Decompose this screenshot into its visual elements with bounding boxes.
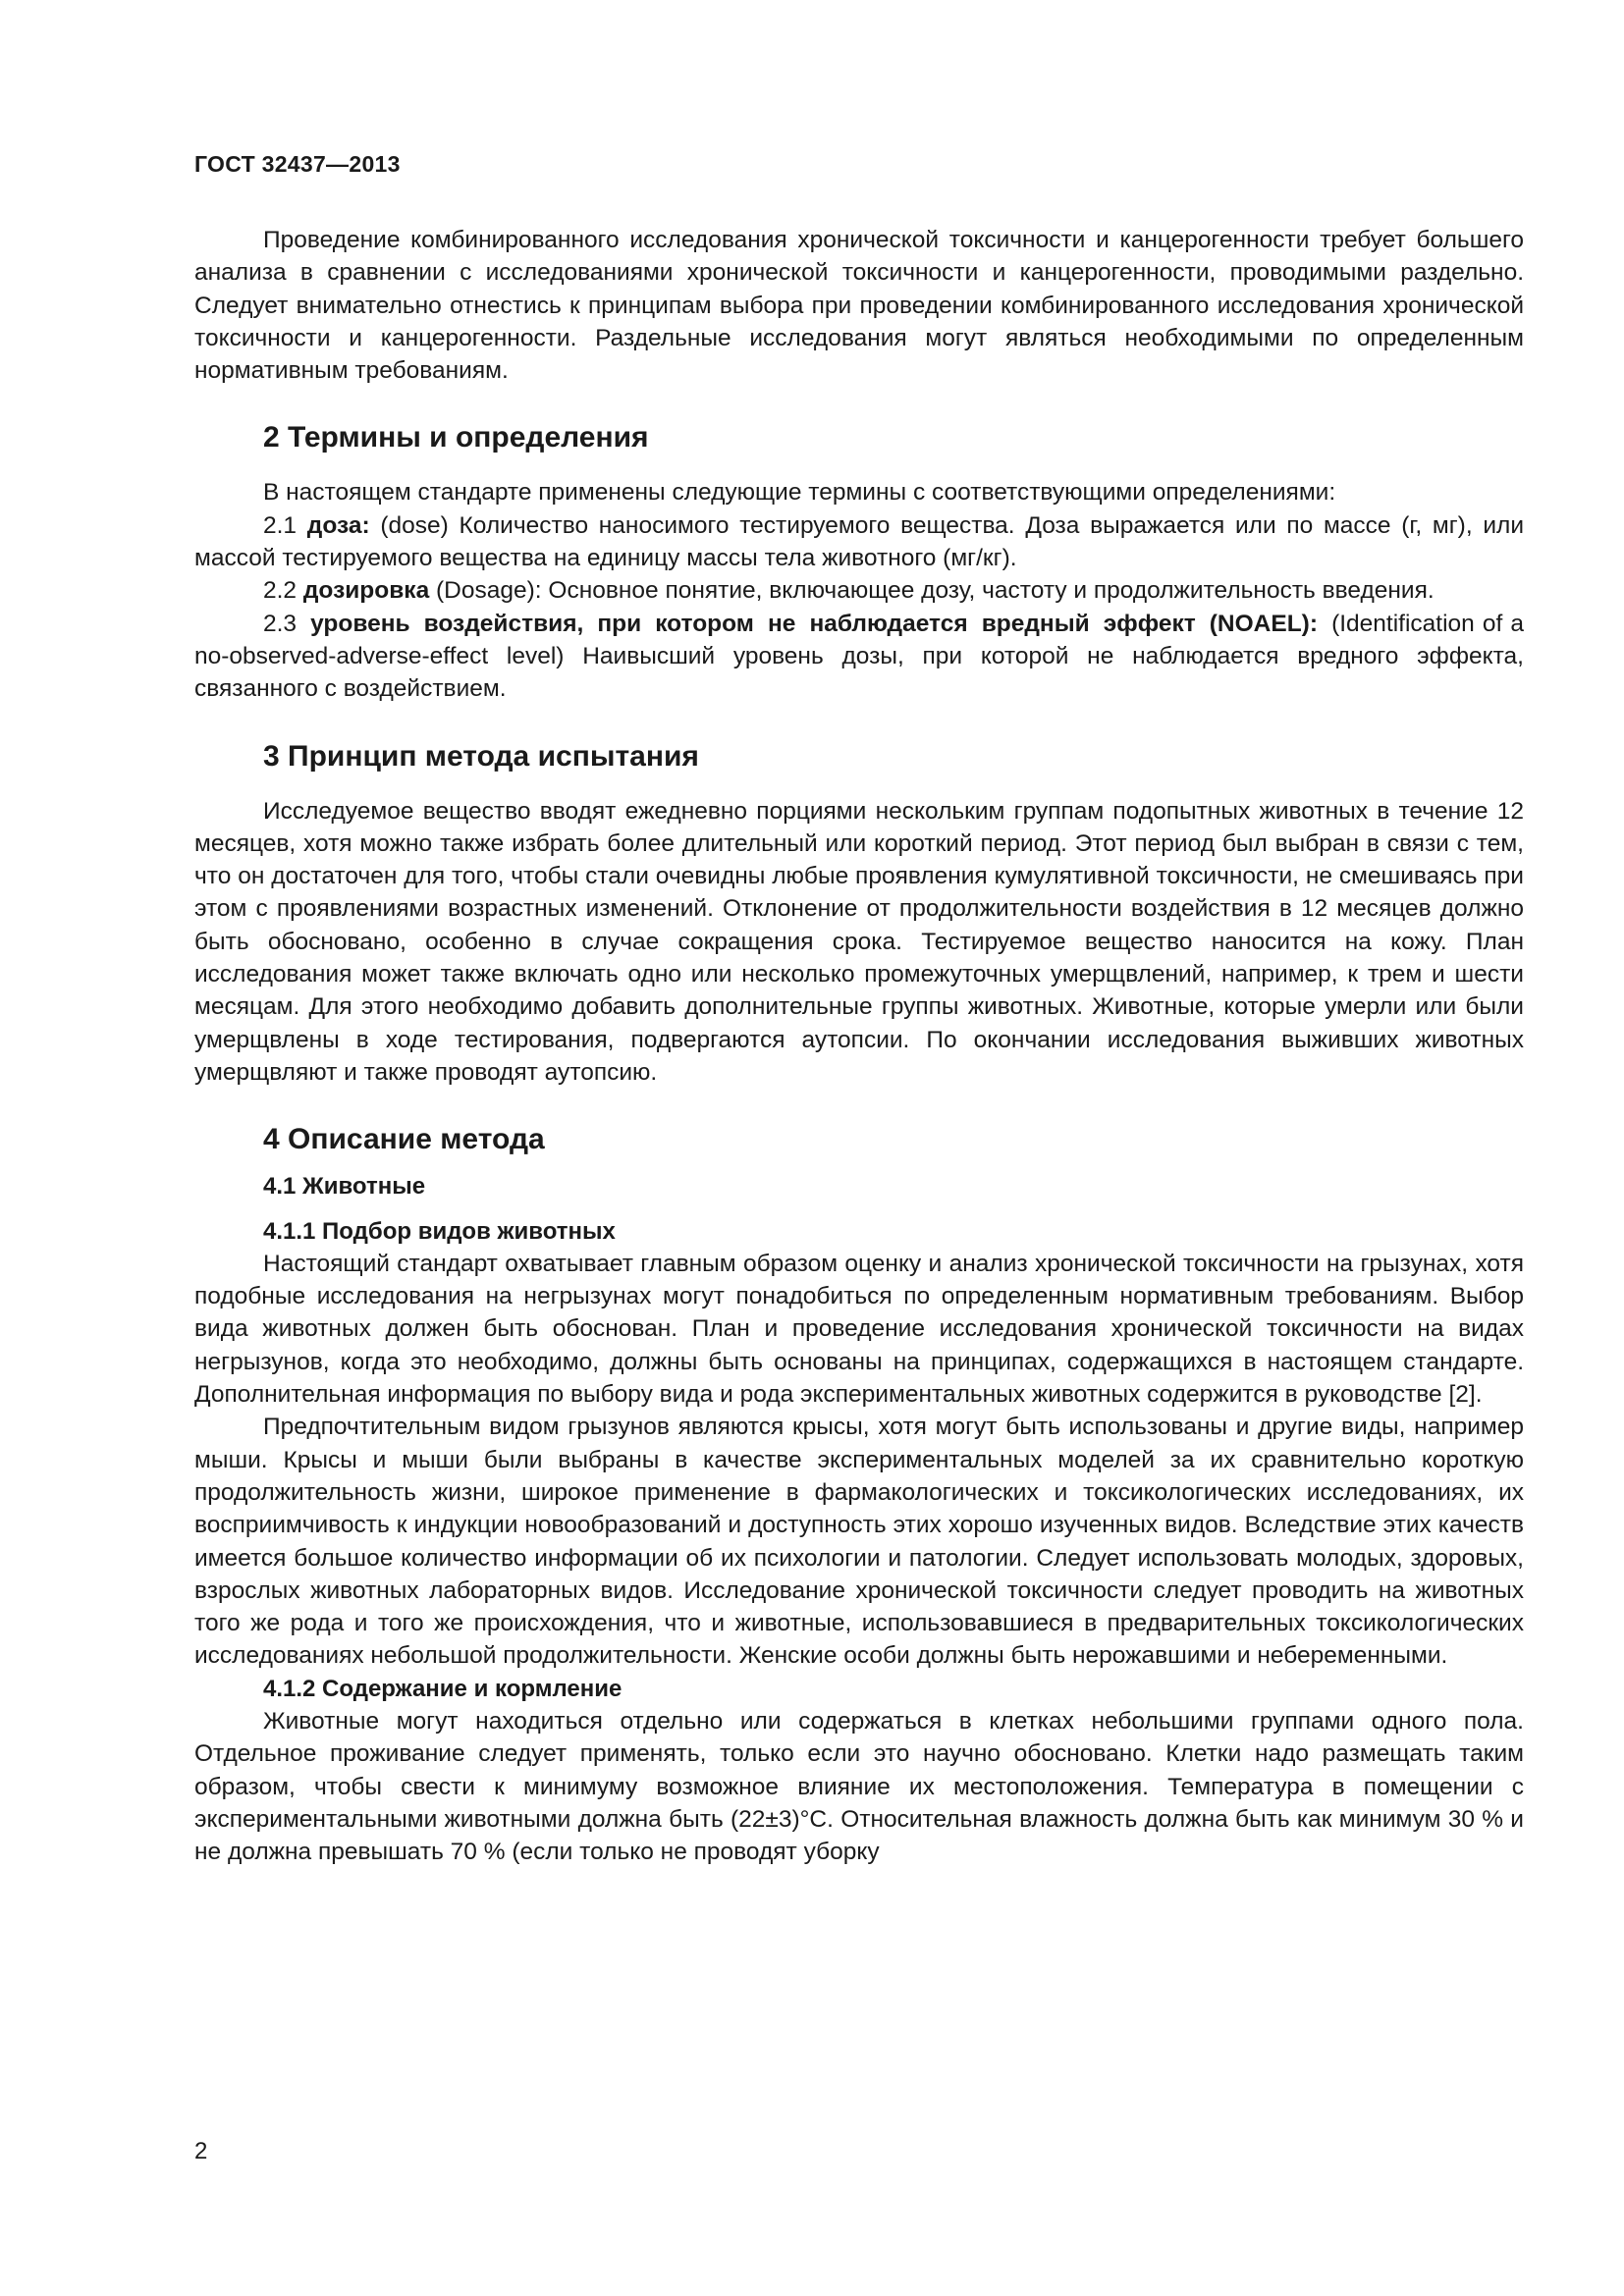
term-number: 2.3 xyxy=(263,610,298,637)
section-3-title: 3 Принцип метода испытания xyxy=(263,739,699,773)
term-2-1 xyxy=(194,509,1524,575)
subsection-4-1-title: 4.1 Животные xyxy=(263,1173,426,1201)
intro-paragraph: Проведение комбинированного исследования хронической токсичности и канцерогенности требует большего анализа в сравнении с исследованиями хронической токсичности и канцерогенности, проводимыми раздельно. Следует внимательно отнестись к принципам выбора при проведении комбинированного исследования хронической токсичности и канцерогенности. Раздельные исследования могут являться необходимыми по определенным нормативным требованиям. xyxy=(194,227,1524,385)
term-2-2 xyxy=(194,574,1524,607)
subsection-4-1-1-paragraph-1: Настоящий стандарт охватывает главным образом оценку и анализ хронической токсичности на грызунах, хотя подобные исследования на негрызунах могут понадобиться по определенным нормативным требованиям. Выбор вида животных должен быть обоснован. План и проведение исследования хронической токсичности на видах негрызунов, когда это необходимо, должны быть основаны на принципах, содержащихся в настоящем стандарте. Дополнительная информация по выбору вида и рода экспериментальных животных содержится в руководстве [2]. xyxy=(194,1250,1524,1409)
term-2-3 xyxy=(194,608,1524,706)
section-3-paragraph: Исследуемое вещество вводят ежедневно порциями нескольким группам подопытных животных в течение 12 месяцев, хотя можно также избрать более длительный или короткий период. Этот период был выбран в связи с тем, что он достаточен для того, чтобы стали очевидны любые проявления кумулятивной токсичности, не смешиваясь при этом с проявлениями возрастных изменений. Отклонение от продолжительности воздействия в 12 месяцев должно быть обосновано, особенно в случае сокращения срока. Тестируемое вещество наносится на кожу. План исследования может также включать одно или несколько промежуточных умерщвлений, например, к трем и шести месяцам. Для этого необходимо добавить дополнительные группы животных. Животные, которые умерли или были умерщвлены в ходе тестирования, подвергаются аутопсии. По окончании исследования выживших животных умерщвляют и также проводят аутопсию. xyxy=(194,797,1524,1086)
subsection-4-1-1-title: 4.1.1 Подбор видов животных xyxy=(263,1217,616,1245)
section-2-lead: В настоящем стандарте применены следующие термины с соответствующими определениями: xyxy=(263,479,1336,507)
page-body xyxy=(194,224,1524,1868)
term-name: дозировка xyxy=(302,577,430,605)
subsection-4-1-1-paragraph-2: Предпочтительным видом грызунов являются крысы, хотя могут быть использованы и другие виды, например мыши. Крысы и мыши были выбраны в качестве экспериментальных моделей за их сравнительно короткую продолжительность жизни, широкое применение в фармакологических и токсикологических исследованиях, их восприимчивость к индукции новообразований и доступность этих хорошо изученных видов. Вследствие этих качеств имеется большое количество информации об их психологии и патологии. Следует использовать молодых, здоровых, взрослых животных лабораторных видов. Исследование хронической токсичности следует проводить на животных того же рода и того же происхождения, что и животные, использовавшиеся в предварительных токсикологических исследованиях небольшой продолжительности. Женские особи должны быть нерожавшими и небеременными. xyxy=(194,1414,1524,1670)
page-number: 2 xyxy=(194,2138,208,2164)
term-definition: (Identification of a no-observed-adverse-effect level) Наивысший уровень дозы, при которой не наблюдается вредного эффекта, связанного с воздействием. xyxy=(194,610,1524,703)
document-code-header: ГОСТ 32437—2013 xyxy=(194,151,401,177)
term-number: 2.2 xyxy=(263,577,298,605)
term-name: уровень воздействия, при котором не наблюдается вредный эффект (NOAEL): xyxy=(310,610,1319,637)
term-number: 2.1 xyxy=(263,511,298,539)
subsection-4-1-2-title: 4.1.2 Содержание и кормление xyxy=(263,1675,623,1702)
term-definition: (Dosage): Основное понятие, включающее дозу, частоту и продолжительность введения. xyxy=(436,577,1435,605)
subsection-4-1-2-paragraph-1: Животные могут находиться отдельно или содержаться в клетках небольшими группами одного пола. Отдельное проживание следует применять, только если это научно обосновано. Клетки надо размещать таким образом, чтобы свести к минимуму возможное влияние их местоположения. Температура в помещении с экспериментальными животными должна быть (22±3)°С. Относительная влажность должна быть как минимум 30 % и не должна превышать 70 % (если только не проводят уборку xyxy=(194,1707,1524,1866)
term-definition: (dose) Количество наносимого тестируемого вещества. Доза выражается или по массе (г, мг), или массой тестируемого вещества на единицу массы тела животного (мг/кг). xyxy=(194,511,1525,572)
section-2-title: 2 Термины и определения xyxy=(263,421,649,454)
term-name: доза: xyxy=(306,511,370,539)
section-4-title: 4 Описание метода xyxy=(263,1123,545,1156)
